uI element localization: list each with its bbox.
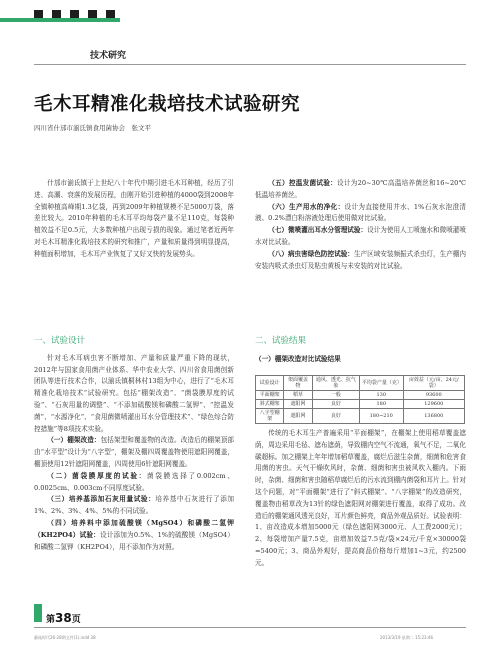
page-suffix: 页 <box>71 615 81 625</box>
table-cell: 93600 <box>403 391 464 400</box>
results-table <box>255 375 465 424</box>
item-3-heading: （三）培养基添加石灰用量试验： <box>47 495 156 504</box>
table-cell: 斜式棚架 <box>256 400 284 409</box>
item-7 <box>255 225 466 249</box>
item-5-heading: （五）控温发菌试验： <box>268 179 337 187</box>
item-8-heading: （八）病虫害绿色防控试验： <box>268 249 354 258</box>
intro-column <box>34 178 234 261</box>
header-decoration <box>0 0 500 50</box>
item-2-text: 菌袋膜选择了0.002cm、0.0025cm、0.003cm不同厚度试验。 <box>34 471 234 492</box>
table-cell: 130 <box>359 391 403 400</box>
page-number <box>46 611 81 625</box>
checker-pattern <box>34 10 124 18</box>
item-6 <box>255 202 466 226</box>
item-4 <box>34 518 234 553</box>
table-header-cell: 架面覆盖物 <box>284 376 312 391</box>
item-3-text: 培养基中石灰进行了添加1%、2%、3%、4%、5%的不同试验。 <box>34 495 235 516</box>
item-5 <box>255 178 466 202</box>
table-title: （一）棚架改造对比试验结果 <box>255 354 341 363</box>
item-1 <box>34 435 234 470</box>
item-8 <box>255 249 466 273</box>
page-marker <box>34 604 42 622</box>
section-heading-design: 一、试验设计 <box>34 336 86 346</box>
results-paragraph: 传统的毛木耳生产普遍采用“平面棚架”，在棚架上使用稻草覆盖遮荫，周边采用毛毡、遮布遮荫，导致棚内空气不流通，氧气不足，二氧化碳超标。加之棚架上年年增加稻草覆盖，腐烂后滋生杂菌，细菌和危害食用菌的害虫。天气干燥吹风时，杂菌、细菌和害虫被风吹入棚内。下雨时，杂菌、细菌和害虫随稻草腐烂后的污水流到棚内菌袋和耳片上。针对这个问题，对“平面棚架”进行了“斜式棚架”、“八字棚架”的改造研究，覆盖物由稻草改为13针的绿色遮阳网对棚架进行覆盖，取得了成功。改造后的棚架通风透光良好，耳片颜色鲜亮，商品外观品质好。试验表明：1、亩改造成本增加5000元（绿色遮阳网3000元、人工费2000元）；2、每袋增加产量7.5克，亩增加效益7.5克/袋×24元/千克×30000袋=5400元；3、商品外观好，提高商品价格每斤增加1~3元，约2500元。 <box>255 429 466 567</box>
table-header-cell: 试验设计 <box>256 376 284 391</box>
table-header-cell: 通风、透光、抗气象 <box>312 376 359 391</box>
table-row <box>256 400 465 409</box>
article-title: 毛木耳精准化栽培技术试验研究 <box>34 94 301 115</box>
item-1-text: 包括架型和覆盖物的改造。改造后的棚架顶部由“水平型”设计为“八字型”，棚架及棚四周覆盖物使用遮阳网覆盖，棚顶使用12针遮阳网覆盖，四周使用6针遮阳网覆盖。 <box>34 436 235 468</box>
item-1-heading: （一）棚架改造： <box>47 436 101 445</box>
bottom-divider <box>34 627 466 628</box>
results-heading-block <box>255 336 466 366</box>
item-8-text: 生产区域安装频振式杀虫灯，生产棚内安装内吸式杀虫灯及粘虫黄板与未安装的对比试验。 <box>255 249 466 270</box>
table-row <box>256 409 465 424</box>
table-cell: 180~210 <box>359 409 403 424</box>
table-cell: 遮阳网 <box>284 409 312 424</box>
table-header-cell: 亩效益（元/亩，24元/袋） <box>403 376 464 391</box>
table-cell: 稻草 <box>284 391 312 400</box>
item-5-text: 设计为20~30℃高温培养菌丝和16~20℃低温培养菌丝。 <box>255 179 466 199</box>
table-header-row <box>256 376 465 391</box>
item-6-heading: （六）生产用水的净化： <box>268 202 345 211</box>
item-2-heading: （二）菌袋膜厚度的试验： <box>47 471 147 480</box>
table-row <box>256 391 465 400</box>
table-cell: 136800 <box>403 409 464 424</box>
page-prefix: 第 <box>46 615 56 625</box>
table-cell: 遮阳网 <box>284 400 312 409</box>
table-header-cell: 平均袋产量（克） <box>359 376 403 391</box>
table-cell: 平面棚架 <box>256 391 284 400</box>
article-author: 四川省什邡市湔氐镇食用菌协会 张文平 <box>34 124 151 132</box>
table-cell: 一般 <box>312 391 359 400</box>
page-digits: 38 <box>55 611 72 625</box>
intro-paragraph: 什邡市湔氐镇于上世纪八十年代中期引进毛木耳种植，经历了引进、高潮、衰落的发展历程，由刚开始引进种植的4000袋到2008年全镇种植高峰期1.3亿袋，再到2009年种植规模不足5000万袋，落差比较大。2010年种植的毛木耳平均每袋产量不足110克，每袋种植效益不足0.5元，大多数种植户出现亏损的现象。通过笔者近两年对毛木耳精准化栽培技术的研究和推广，产量和质量得到明显提高，种植面积增加，毛木耳产业恢复了又好又快的发展势头。 <box>34 179 234 258</box>
item-7-heading: （七）微喷灌出耳水分管理试验： <box>268 226 368 235</box>
top-divider <box>34 64 466 65</box>
item-6-text: 设计为直接使用井水、1%石灰水泡澄清液、0.2%漂白粉溶液处理后使用做对比试验。 <box>255 202 466 223</box>
table-cell: 良好 <box>312 400 359 409</box>
footer-file: 蘑菇时代26-28期文件(1).indd 38 <box>34 635 96 640</box>
table-cell: 129600 <box>403 400 464 409</box>
table-cell: 八字型棚架 <box>256 409 284 424</box>
item-4-heading: （四）培养料中添加硫酸镁（MgSO4）和磷酸二氢钾（KH2PO4）试验： <box>34 518 234 539</box>
section-tag: 技术研究 <box>90 51 127 61</box>
item-2 <box>34 471 234 495</box>
right-column-top <box>255 178 466 272</box>
table-cell: 180 <box>359 400 403 409</box>
item-3 <box>34 494 234 518</box>
header-green-band <box>0 18 120 22</box>
left-column <box>34 336 234 553</box>
item-7-text: 设计为使用人工喷施水和微喷灌喷水对比试验。 <box>255 226 466 246</box>
item-4-text: 设计添加为0.5%、1%的硫酸镁（MgSO4）和磷酸二氢钾（KH2PO4），用不添加作为对照。 <box>34 530 234 551</box>
table-cell: 良好 <box>312 409 359 424</box>
design-paragraph: 针对毛木耳病虫害不断增加、产量和质量严重下降的现状，2012年与国家食用菌产业体系、华中农业大学、四川省食用菌创新团队等进行技术合作，以湔氐镇桐林村13组为中心，进行了“毛木耳精准化栽培技术”试验研究。包括“棚架改造”、“菌袋膜厚度的试验”、“石灰用量的调整”、“不添加硫酸镁和磷酸二氢钾”、“控温发菌”、“水源净化”、“食用菌微喷灌出耳水分管理技术”、“绿色综合防控措施”等8项技术实验。 <box>34 353 234 433</box>
footer-timestamp: 2013/3/19 星期二 15:23:46 <box>380 635 434 640</box>
results-text-block <box>255 428 466 570</box>
section-heading-results: 二、试验结果 <box>255 336 307 346</box>
